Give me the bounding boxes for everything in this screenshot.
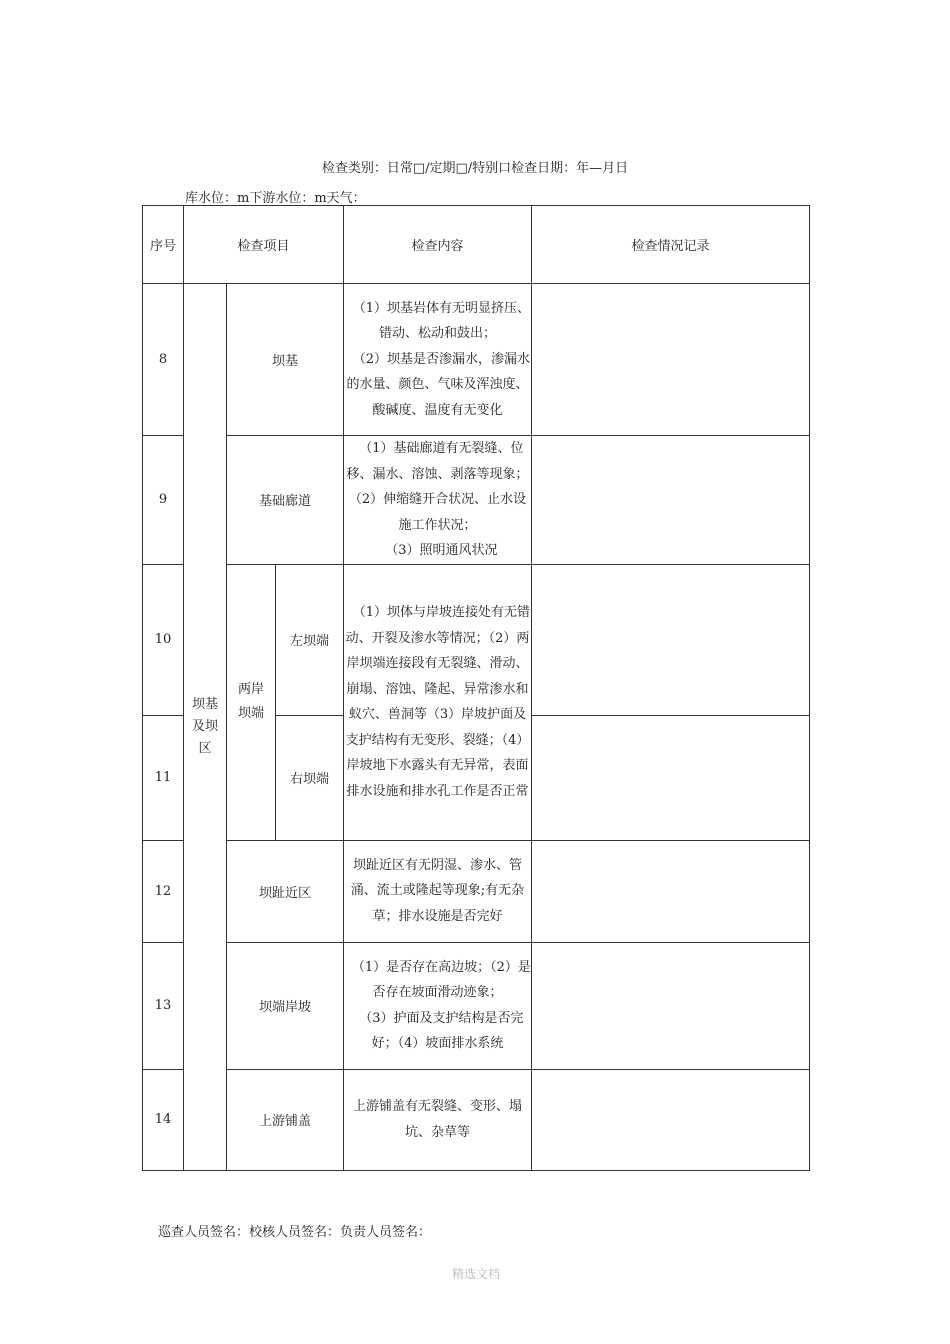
- table-row: [143, 436, 810, 565]
- table-row: [143, 942, 810, 1069]
- inspection-table: [142, 205, 810, 1171]
- row-number: 14: [143, 1069, 184, 1170]
- col-header-item: 检查项目: [184, 206, 344, 284]
- content-text: 上游铺盖有无裂缝、变形、塌坑、杂草等: [352, 1099, 522, 1140]
- signature-line: 巡查人员签名：校核人员签名：负责人员签名：: [158, 1225, 432, 1240]
- item-cell: 上游铺盖: [227, 1069, 344, 1170]
- item-parent-cell: [227, 564, 276, 840]
- item-cell: 右坝端: [276, 715, 344, 840]
- record-cell[interactable]: [532, 284, 810, 436]
- record-cell[interactable]: [532, 564, 810, 715]
- content-cell: [344, 436, 532, 565]
- record-cell[interactable]: [532, 436, 810, 565]
- col-header-record: 检查情况记录: [532, 206, 810, 284]
- row-number: 8: [143, 284, 184, 436]
- inspection-category-line: 检查类别：日常□/定期□/特别口检查日期：年—月日: [321, 161, 629, 176]
- table-row: [143, 840, 810, 942]
- item-cell: 坝基: [227, 284, 344, 436]
- record-cell[interactable]: [532, 715, 810, 840]
- record-cell[interactable]: [532, 840, 810, 942]
- record-cell[interactable]: [532, 1069, 810, 1170]
- content-text: （2）坝基是否渗漏水，渗漏水的水量、颜色、气味及浑浊度、酸碱度、温度有无变化: [346, 351, 531, 418]
- row-number: 11: [143, 715, 184, 840]
- item-cell: 基础廊道: [227, 436, 344, 565]
- water-level-line: 库水位：m下游水位：m天气：: [185, 191, 366, 206]
- watermark: 精选文档: [452, 1267, 501, 1281]
- content-text: （3）护面及支护结构是否完好；（4）坡面排水系统: [359, 1010, 524, 1051]
- content-text: （1）坝体与岸坡连接处有无错动、开裂及渗水等情况；（2）两岸坝端连接段有无裂缝、滑动、崩塌、溶蚀、隆起、异常渗水和蚁穴、兽洞等（3）岸坡护面及支护结构有无变形、裂缝；（4）岸坡地下水露头有无异常，表面排水设施和排水孔工作是否正常: [345, 605, 531, 799]
- content-text: （3）照明通风状况: [385, 543, 498, 558]
- table-row: [143, 284, 810, 436]
- content-cell: [344, 942, 532, 1069]
- content-text: （1）是否存在高边坡；（2）是否存在坡面滑动迹象；: [351, 959, 531, 1000]
- content-cell: [344, 284, 532, 436]
- row-number: 12: [143, 840, 184, 942]
- item-cell: 坝端岸坡: [227, 942, 344, 1069]
- col-header-content: 检查内容: [344, 206, 532, 284]
- content-text: （1）坝基岩体有无明显挤压、错动、松动和鼓出；: [352, 300, 531, 342]
- group-label: 坝基及坝区: [192, 696, 219, 756]
- content-text: 坝趾近区有无阴湿、渗水、管涌、流土或隆起等现象;有无杂草；排水设施是否完好: [350, 857, 525, 924]
- group-label-cell: [184, 284, 227, 1171]
- table-header-row: [143, 206, 810, 284]
- item-cell: 左坝端: [276, 564, 344, 715]
- row-number: 9: [143, 436, 184, 565]
- item-parent-label: 两岸坝端: [237, 682, 264, 721]
- content-cell: [344, 840, 532, 942]
- col-header-no: 序号: [143, 206, 184, 284]
- content-cell: [344, 564, 532, 840]
- row-number: 10: [143, 564, 184, 715]
- table-row: [143, 564, 810, 715]
- table-row: [143, 1069, 810, 1170]
- record-cell[interactable]: [532, 942, 810, 1069]
- content-cell: [344, 1069, 532, 1170]
- content-text: （1）基础廊道有无裂缝、位移、漏水、溶蚀、剥落等现象；（2）伸缩缝开合状况、止水设施工作状况；: [346, 441, 529, 533]
- item-cell: 坝趾近区: [227, 840, 344, 942]
- row-number: 13: [143, 942, 184, 1069]
